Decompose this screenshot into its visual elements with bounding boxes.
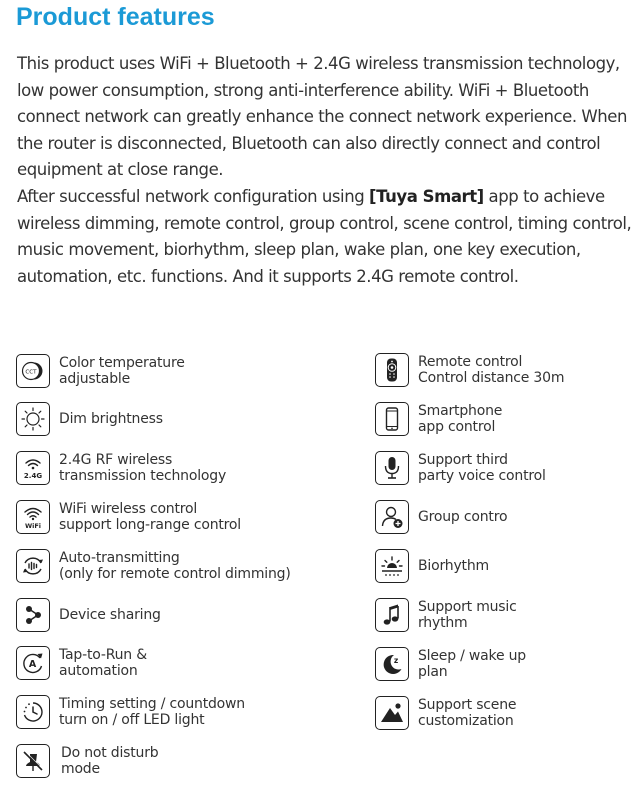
feature-sublabel: transmission technology — [59, 468, 227, 484]
feature-biorhythm — [375, 549, 489, 583]
wifi-icon — [16, 500, 50, 534]
feature-device-sharing — [16, 598, 161, 632]
feature-label: 2.4G RF wireless — [59, 452, 173, 468]
svg-text:CCT: CCT — [25, 369, 37, 376]
do-not-disturb-icon — [16, 744, 50, 778]
feature-label: Biorhythm — [418, 558, 489, 574]
feature-label: Tap-to-Run & — [59, 647, 147, 663]
feature-label: Auto-transmitting — [59, 550, 180, 566]
feature-timing — [16, 695, 245, 729]
app-paragraph-end: app to achieve wireless dimming, remote control, group control, scene control, timing control, music movement, biorhythm, sleep plan, wake plan, one key execution, automation, etc. functions. And it supports 2.4G remote control. — [17, 187, 632, 286]
feature-sublabel: (only for remote control dimming) — [59, 566, 291, 582]
feature-do-not-disturb — [16, 744, 158, 778]
rf-24g-icon-label: 2.4G — [23, 472, 43, 480]
auto-transmit-icon — [16, 549, 50, 583]
feature-cct — [16, 354, 185, 388]
microphone-icon — [375, 451, 409, 485]
feature-label: Support third — [418, 452, 508, 468]
feature-label: Do not disturb — [61, 745, 159, 761]
feature-sublabel: support long-range control — [59, 517, 241, 533]
page-title: Product features — [16, 3, 215, 31]
sleep-wake-icon — [375, 647, 409, 681]
app-paragraph-start: After successful network configuration using — [17, 187, 370, 206]
tap-to-run-icon — [16, 646, 50, 680]
app-name: [Tuya Smart] — [369, 187, 484, 206]
feature-sublabel: Control distance 30m — [418, 370, 565, 386]
feature-sublabel: turn on / off LED light — [59, 712, 205, 728]
cct-icon — [16, 354, 50, 388]
share-icon — [16, 598, 50, 632]
feature-sublabel: rhythm — [418, 615, 468, 631]
wifi-icon-label: WiFi — [24, 522, 42, 530]
remote-control-icon — [375, 353, 409, 387]
feature-label: Color temperature — [59, 355, 185, 371]
scene-icon — [375, 696, 409, 730]
feature-group-control — [375, 500, 507, 534]
timer-icon — [16, 695, 50, 729]
music-note-icon — [375, 598, 409, 632]
smartphone-icon — [375, 402, 409, 436]
tap-to-run-icon-label: A — [28, 659, 37, 670]
feature-sublabel: party voice control — [418, 468, 546, 484]
feature-auto-transmit — [16, 549, 291, 583]
feature-sublabel: customization — [418, 713, 514, 729]
feature-sublabel: mode — [61, 761, 100, 777]
intro-paragraph: This product uses WiFi + Bluetooth + 2.4G wireless transmission technology, low power consumption, strong anti-interference ability. WiFi + Bluetooth connect network can greatly enhance the connect network experience. When the router is disconnected, Bluetooth can also directly connect and control equipment at close range. — [17, 54, 627, 179]
group-control-icon — [375, 500, 409, 534]
feature-voice-control — [375, 451, 546, 485]
rf-24g-icon — [16, 451, 50, 485]
feature-sublabel: automation — [59, 663, 138, 679]
feature-sublabel: plan — [418, 664, 448, 680]
feature-label: Dim brightness — [59, 411, 163, 427]
app-paragraph — [17, 184, 635, 290]
feature-sublabel: adjustable — [59, 371, 130, 387]
feature-label: Support music — [418, 599, 517, 615]
feature-label: Group contro — [418, 509, 508, 525]
feature-sublabel: app control — [418, 419, 496, 435]
feature-dim-brightness — [16, 402, 163, 436]
feature-label: Timing setting / countdown — [59, 696, 245, 712]
feature-label: Sleep / wake up — [418, 648, 526, 664]
sun-brightness-icon — [16, 402, 50, 436]
biorhythm-icon — [375, 549, 409, 583]
feature-sleep-wake — [375, 647, 526, 681]
feature-label: Remote control — [418, 354, 523, 370]
feature-scene — [375, 696, 516, 730]
feature-smartphone — [375, 402, 502, 436]
feature-rf-24g — [16, 451, 226, 485]
feature-label: WiFi wireless control — [59, 501, 198, 517]
feature-remote-control — [375, 353, 564, 387]
feature-music-rhythm — [375, 598, 517, 632]
svg-text:z: z — [393, 656, 399, 665]
feature-wifi — [16, 500, 241, 534]
feature-tap-to-run — [16, 646, 147, 680]
feature-label: Smartphone — [418, 403, 503, 419]
feature-label: Device sharing — [59, 607, 161, 623]
feature-label: Support scene — [418, 697, 517, 713]
